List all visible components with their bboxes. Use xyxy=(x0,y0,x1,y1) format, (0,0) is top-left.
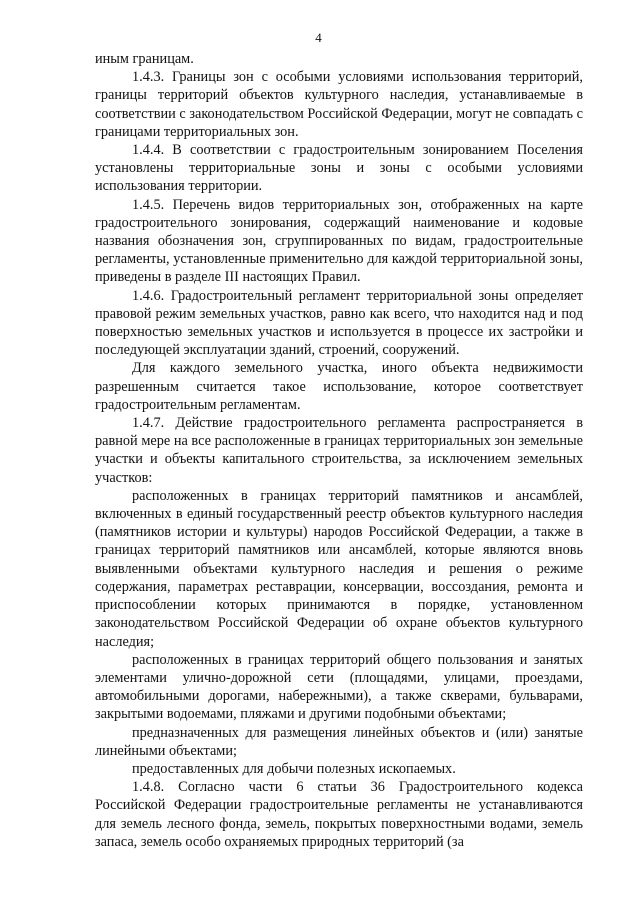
paragraph-1-4-8: 1.4.8. Согласно части 6 статьи 36 Градостроительного кодекса Российской Федерации градостроительные регламенты не устанавливаются для земель лесного фонда, земель, покрытых поверхностными водами, земель запаса, земель особо охраняемых природных территорий (за xyxy=(95,779,583,850)
list-item-public-use-territories: расположенных в границах территорий общего пользования и занятых элементами улично-дорожной сети (площадями, улицами, проездами, автомобильными дорогами, набережными), а также скверами, бульварами, закрытыми водоемами, пляжами и другими подобными объектами; xyxy=(95,651,583,723)
paragraph-1-4-5: 1.4.5. Перечень видов территориальных зон, отображенных на карте градостроительного зонирования, содержащий наименование и кодовые названия обозначения зон, сгруппированных по видам, градостроительные регламенты, установленные применительно для каждой территориальной зоны, приведены в разделе III настоящих Правил. xyxy=(95,196,583,286)
paragraph-1-4-6: 1.4.6. Градостроительный регламент территориальной зоны определяет правовой режим земельных участков, равно как всего, что находится над и под поверхностью земельных участков и используется в процессе их застройки и последующей эксплуатации зданий, строений, сооружений. xyxy=(95,287,583,359)
body-text xyxy=(95,50,583,851)
page-number: 4 xyxy=(315,30,322,45)
paragraph-continuation: иным границам. xyxy=(95,51,194,67)
paragraph-1-4-7: 1.4.7. Действие градостроительного регламента распространяется в равной мере на все расположенные в границах территориальных зон земельные участки и объекты капитального строительства, за исключением земельных участков: xyxy=(95,415,583,486)
list-item-heritage-territories: расположенных в границах территорий памятников и ансамблей, включенных в единый государственный реестр объектов культурного наследия (памятников истории и культуры) народов Российской Федерации, а также в границах территорий памятников или ансамблей, которые являются вновь выявленными объектами культурного наследия и решения о режиме содержания, параметрах реставрации, консервации, воссоздания, ремонта и приспособлении которых принимаются в порядке, установленном законодательством Российской Федерации об охране объектов культурного наследия; xyxy=(95,487,583,650)
list-item-mineral-extraction: предоставленных для добычи полезных ископаемых. xyxy=(132,760,456,777)
paragraph-1-4-3: 1.4.3. Границы зон с особыми условиями использования территорий, границы территорий объектов культурного наследия, устанавливаемые в соответствии с законодательством Российской Федерации, могут не совпадать с границами территориальных зон. xyxy=(95,69,583,140)
list-item-linear-objects: предназначенных для размещения линейных объектов и (или) занятые линейными объектами; xyxy=(95,724,583,759)
paragraph-permitted-use: Для каждого земельного участка, иного объекта недвижимости разрешенным считается такое использование, которое соответствует градостроительным регламентам. xyxy=(95,360,583,413)
paragraph-1-4-4: 1.4.4. В соответствии с градостроительным зонированием Поселения установлены территориальные зоны и зоны с особыми условиями использования территории. xyxy=(95,142,583,195)
